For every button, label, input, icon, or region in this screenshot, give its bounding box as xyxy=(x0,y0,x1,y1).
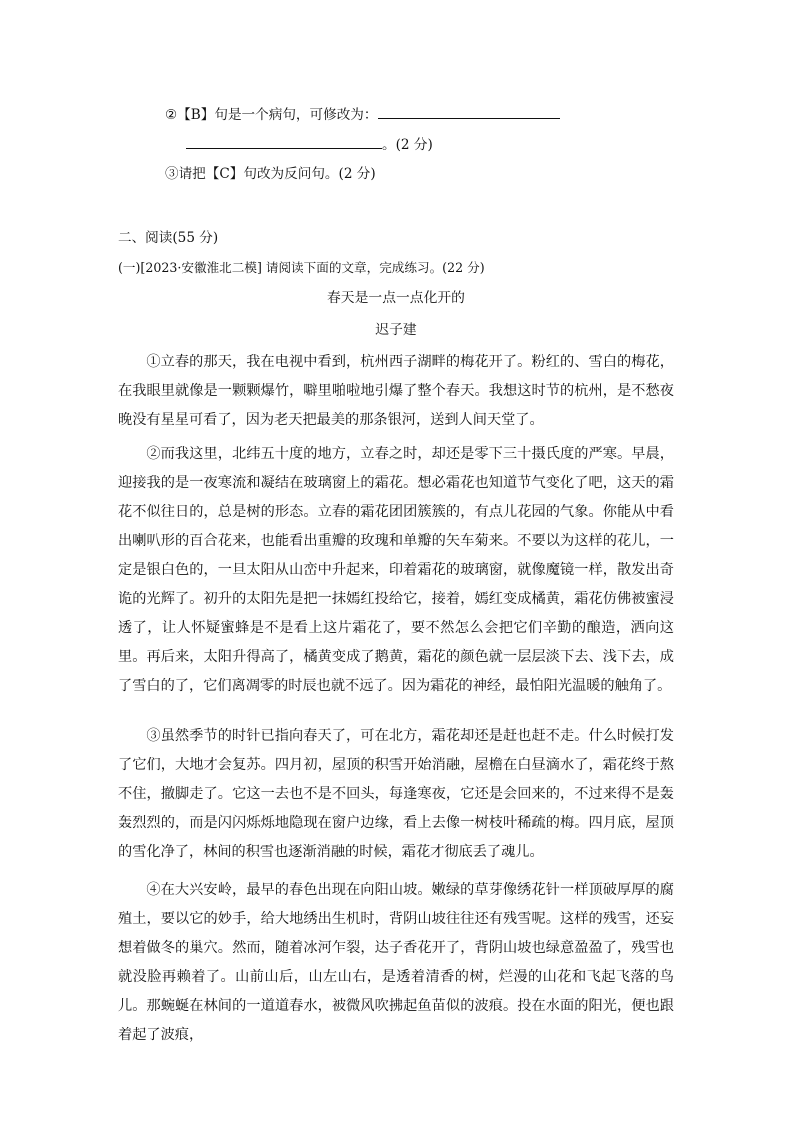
section-heading: 二、阅读(55 分) xyxy=(118,230,219,246)
answer-blank-1[interactable] xyxy=(378,104,560,119)
article-title: 春天是一点一点化开的 xyxy=(327,290,465,306)
paragraph-4: ④在大兴安岭，最早的春色出现在向阳山坡。嫩绿的草芽像绣花针一样顶破厚厚的腐殖土，要以它的妙手，给大地绣出生机时，背阴山坡往往还有残雪呢。这样的残雪，还妄想着做冬的巢穴。然而，随着冰河乍裂，达子香花开了，背阴山坡也绿意盈盈了，残雪也就没脸再赖着了。山前山后，山左山右，是透着清香的树，烂漫的山花和飞起飞落的鸟儿。那蜿蜒在林间的一道道春水，被微风吹拂起鱼苗似的波痕。投在水面的阳光，便也跟着起了波痕， xyxy=(118,882,674,1043)
question-2-line-1 xyxy=(165,104,560,125)
question-2-suffix: 。(2 分) xyxy=(382,137,433,153)
paragraph-2: ②而我这里，北纬五十度的地方，立春之时，却还是零下三十摄氏度的严寒。早晨，迎接我的是一夜寒流和凝结在玻璃窗上的霜花。想必霜花也知道节气变化了吧，这天的霜花不似往日的，总是树的形态。立春的霜花团团簇簇的，有点儿花园的气象。你能从中看出喇叭形的百合花来，也能看出重瓣的玫瑰和单瓣的矢车菊来。不要以为这样的花儿，一定是银白色的，一旦太阳从山峦中升起来，印着霜花的玻璃窗，就像魔镜一样，散发出奇诡的光辉了。初升的太阳先是把一抹嫣红投给它，接着，嫣红变成橘黄，霜花仿佛被蜜浸透了，让人怀疑蜜蜂是不是看上这片霜花了，要不然怎么会把它们辛勤的酿造，洒向这里。再后来，太阳升得高了，橘黄变成了鹅黄，霜花的颜色就一层层淡下去、浅下去，成了雪白的了，它们离凋零的时辰也就不远了。因为霜花的神经，最怕阳光温暖的触角了。 xyxy=(118,446,674,694)
paragraph-1: ①立春的那天，我在电视中看到，杭州西子湖畔的梅花开了。粉红的、雪白的梅花，在我眼里就像是一颗颗爆竹，噼里啪啦地引爆了整个春天。我想这时节的杭州，是不愁夜晚没有星星可看了，因为老天把最美的那条银河，送到人间天堂了。 xyxy=(118,354,674,428)
answer-blank-2[interactable] xyxy=(186,134,382,149)
question-2-line-2 xyxy=(186,134,433,155)
question-3: ③请把【C】句改为反问句。(2 分) xyxy=(165,166,376,182)
part-intro: (一)[2023·安徽淮北二模] 请阅读下面的文章，完成练习。(22 分) xyxy=(118,260,485,275)
paragraph-3: ③虽然季节的时针已指向春天了，可在北方，霜花却还是赶也赶不走。什么时候打发了它们，大地才会复苏。四月初，屋顶的积雪开始消融，屋檐在白昼滴水了，霜花终于熬不住，撤脚走了。它这一去也不是不回头，每逢寒夜，它还是会回来的，不过来得不是轰轰烈烈的，而是闪闪烁烁地隐现在窗户边缘，看上去像一树枝叶稀疏的梅。四月底，屋顶的雪化净了，林间的积雪也逐渐消融的时候，霜花才彻底丢了魂儿。 xyxy=(118,728,674,860)
article-author: 迟子建 xyxy=(375,322,417,338)
question-2-prefix: ②【B】句是一个病句，可修改为： xyxy=(165,107,378,123)
